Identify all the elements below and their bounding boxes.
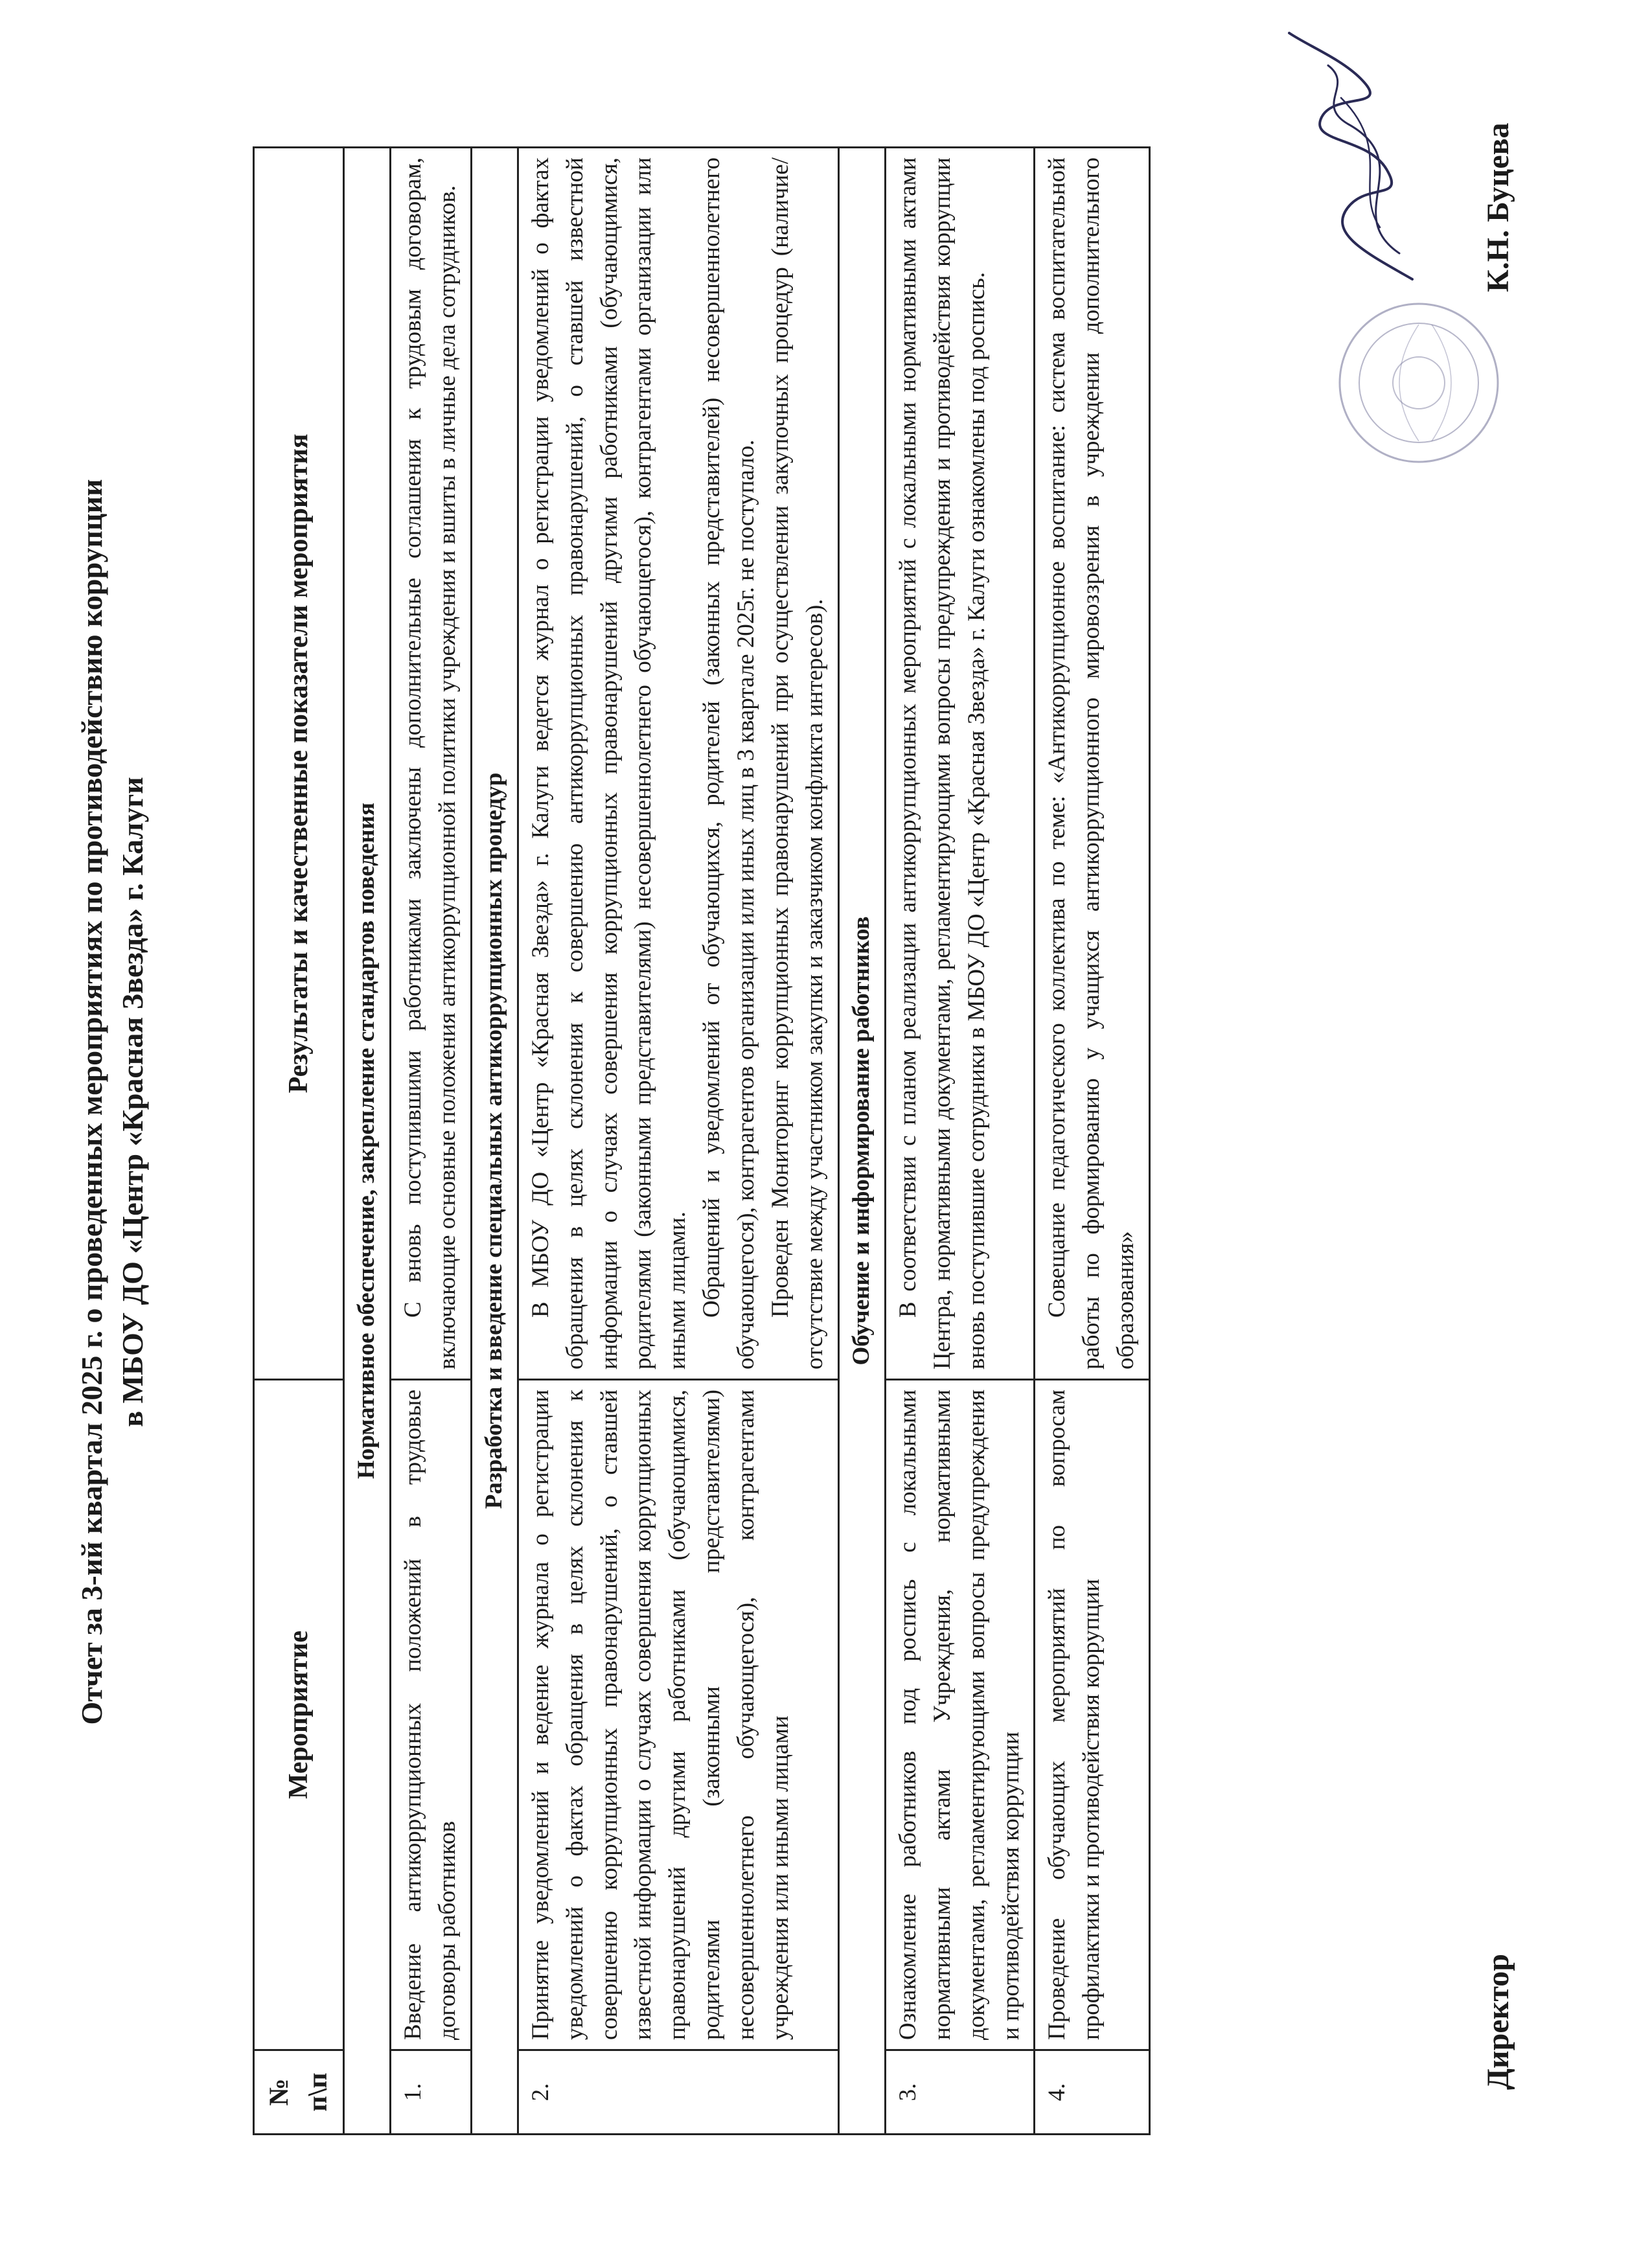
results-paragraph: Проведен Мониторинг коррупционных правонарушений при осуществлении закупочных процедур (наличие/отсутствие между участником закупки и заказчиком конфликта интересов). [767,157,828,1369]
row-event: Введение антикоррупционных положений в трудовые договоры работников [391,1380,472,2050]
row-number: 2. [518,2050,838,2135]
table-row [885,148,1035,2135]
table-row [391,148,472,2135]
organization-stamp [1335,299,1503,467]
row-number: 4. [1035,2050,1150,2135]
header-results: Результаты и качественные показатели мероприятия [254,148,344,1380]
header-event: Мероприятие [254,1380,344,2050]
section-row [838,148,885,2135]
section-row [344,148,391,2135]
results-paragraph: Совещание педагогического коллектива по теме: «Антикоррупционное воспитание: система воспитательной работы по формированию у учащихся антикоррупционного мировоззрения в учреждении дополнительного образования» [1044,157,1140,1369]
section-title: Разработка и введение специальных антикоррупционных процедур [471,148,518,2135]
header-number: № п\п [254,2050,344,2135]
results-paragraph: В соответствии с планом реализации антикоррупционных мероприятий с локальными нормативными актами Центра, нормативными документами, регламентирующими вопросы предупреждения и противодействия коррупции вновь поступившие сотрудники в МБОУ ДО «Центр «Красная Звезда» г. Калуги ознакомлены под роспись. [894,157,990,1369]
section-title: Обучение и информирование работников [838,148,885,2135]
signatory-name: К.Н. Буцева [1481,122,1515,292]
row-results [885,148,1035,1380]
section-row [471,148,518,2135]
row-number: 3. [885,2050,1035,2135]
row-event: Принятие уведомлений и ведение журнала о регистрации уведомлений о фактах обращения в целях склонения к совершению коррупционных правонарушений, о ставшей известной информации о случаях совершения коррупционных правонарушений другими работниками (обучающимися, родителями (законными представителями) несовершеннолетнего обучающегося), контрагентами учреждения или иными лицами [518,1380,838,2050]
row-results [391,148,472,1380]
table-header-row [254,148,344,2135]
table-row [518,148,838,2135]
director-signature [1250,20,1445,292]
results-paragraph: Обращений и уведомлений от обучающихся, родителей (законных представителей) несовершеннолетнего обучающегося), контрагентов организации или иных лиц в 3 квартале 2025г. не поступало. [698,157,760,1369]
results-paragraph: С вновь поступившими работниками заключены дополнительные соглашения к трудовым договорам, включающие основные положения антикоррупционной политики учреждения и вшиты в личные дела сотрудников. [400,157,461,1369]
row-results [518,148,838,1380]
signatory-position: Директор [1481,1954,1515,2090]
results-paragraph: В МБОУ ДО «Центр «Красная Звезда» г. Калуги ведется журнал о регистрации уведомлений о фактах обращения в целях склонения к совершению антикоррупционных правонарушений, о ставшей известной информации о случаях совершения коррупционных правонарушений другими работниками (обучающимися, родителями (законными представителями) несовершеннолетнего обучающегося), контрагентами организации или иными лицами. [527,157,691,1369]
row-event: Ознакомление работников под роспись с локальными нормативными актами Учреждения, нормативными документами, регламентирующими вопросы предупреждения и противодействия коррупции [885,1380,1035,2050]
row-event: Проведение обучающих мероприятий по вопросам профилактики и противодействия коррупции [1035,1380,1150,2050]
row-number: 1. [391,2050,472,2135]
table-row [1035,148,1150,2135]
row-results [1035,148,1150,1380]
section-title: Нормативное обеспечение, закрепление стандартов поведения [344,148,391,2135]
report-table [253,146,1151,2135]
report-title: Отчет за 3-ий квартал 2025 г. о проведенных мероприятиях по противодействию коррупции [75,479,108,1725]
report-subtitle: в МБОУ ДО «Центр «Красная Звезда» г. Калуги [116,777,149,1427]
